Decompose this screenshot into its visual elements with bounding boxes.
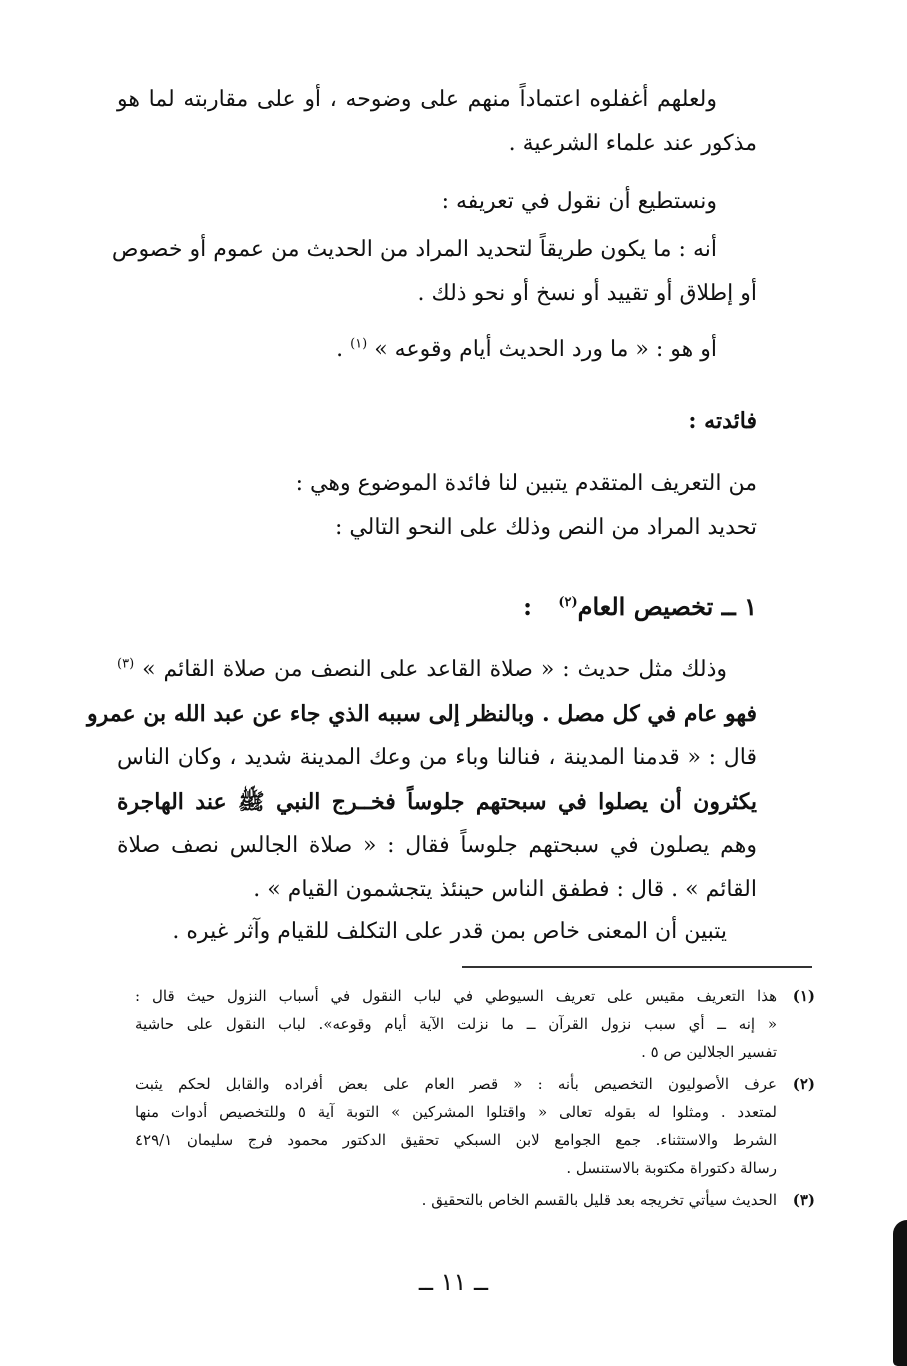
benefit-line-2: تحديد المراد من النص وذلك على النحو التالي : <box>334 515 757 540</box>
benefit-line-1: من التعريف المتقدم يتبين لنا فائدة الموضوع وهي : <box>295 471 757 496</box>
section-1-line-1 <box>117 648 757 692</box>
intro-line-1: ولعلهم أغفلوه اعتماداً منهم على وضوحه ، أو على مقاربته لما هو <box>117 87 717 112</box>
benefit-heading <box>117 408 757 434</box>
footnote-2-line-3: الشرط والاستثناء. جمع الجوامع لابن السبكي تحقيق الدكتور محمود فرج سليمان ٤٢٩/١ <box>135 1131 777 1149</box>
intro-line-2: مذكور عند علماء الشرعية . <box>508 131 757 156</box>
section-1-line-5: وهم يصلون في سبحتهم جلوساً فقال : « صلاة الجالس نصف صلاة <box>117 833 757 858</box>
intro-paragraph <box>117 78 757 166</box>
footnote-1-number: (١) <box>792 987 815 1005</box>
section-1-conclusion <box>117 910 757 954</box>
footnote-3-line-1: الحديث سيأتي تخريجه بعد قليل بالقسم الخاص بالتحقيق . <box>421 1191 777 1209</box>
page-number: ــ ١١ ــ <box>418 1268 489 1296</box>
section-1-heading-text: ١ ــ تخصيص العام <box>577 592 757 621</box>
footnote-3-number: (٣) <box>792 1191 815 1209</box>
footnote-1-line-3: تفسير الجلالين ص ٥ . <box>641 1043 777 1061</box>
definition-line-2: أو إطلاق أو تقييد أو نسخ أو نحو ذلك . <box>417 281 757 306</box>
footnotes <box>135 982 815 1218</box>
alternative-definition-line <box>117 328 757 372</box>
section-1-line-6: القائم » . قال : فطفق الناس حينئذ يتجشمون القيام » . <box>253 877 757 902</box>
footnote-2-number: (٢) <box>792 1075 815 1093</box>
alternative-definition-end: . <box>336 337 344 362</box>
footnote-divider <box>462 966 812 968</box>
section-1-conclusion-line: يتبين أن المعنى خاص بمن قدر على التكلف للقيام وآثر غيره . <box>172 919 727 944</box>
section-1-paragraph <box>87 648 757 912</box>
section-1-line-4: يكثرون أن يصلوا في سبحتهم جلوساً فخــرج النبي ﷺ عند الهاجرة <box>117 789 757 815</box>
scan-edge-shadow <box>893 1220 907 1366</box>
alternative-definition <box>117 328 757 372</box>
footnote-2-line-1: عرف الأصوليون التخصيص بأنه : « قصر العام على بعض أفراده والقابل لحكم يثبت <box>135 1075 777 1093</box>
footnote-2-line-4: رسالة دكتوراة مكتوبة بالاستنسل . <box>566 1159 777 1177</box>
benefit-paragraph <box>117 462 757 550</box>
section-1-line-3: قال : « قدمنا المدينة ، فنالنا وباء من وعك المدينة شديد ، وكان الناس <box>117 745 757 770</box>
footnote-ref-3[interactable]: (٣) <box>117 656 135 672</box>
footnote-1-line-1: هذا التعريف مقيس على تعريف السيوطي في لباب النقول في أسباب النزول حيث قال : <box>135 987 777 1005</box>
definition-line-1: أنه : ما يكون طريقاً لتحديد المراد من الحديث من عموم أو خصوص <box>111 237 717 262</box>
footnote-2 <box>135 1070 815 1182</box>
benefit-heading-text: فائدته : <box>688 408 757 434</box>
section-1-heading-colon: : <box>523 592 532 621</box>
footnote-3 <box>135 1186 815 1214</box>
alternative-definition-text: أو هو : « ما ورد الحديث أيام وقوعه » <box>374 337 717 362</box>
footnote-ref-1[interactable]: (١) <box>350 336 368 352</box>
definition-lead-line: ونستطيع أن نقول في تعريفه : <box>441 189 717 214</box>
footnote-ref-2[interactable]: (٢) <box>558 595 578 610</box>
definition-lead <box>117 180 757 224</box>
section-1-line-2: فهو عام في كل مصل . وبالنظر إلى سببه الذي جاء عن عبد الله بن عمرو <box>87 701 757 727</box>
definition-paragraph <box>111 228 757 316</box>
footnote-1-line-2: « إنه ــ أي سبب نزول القرآن ــ ما نزلت الآية أيام وقوعه». لباب النقول على حاشية <box>135 1015 777 1033</box>
section-1-heading <box>117 592 757 621</box>
section-1-line-1-text: وذلك مثل حديث : « صلاة القاعد على النصف من صلاة القائم » <box>142 657 727 682</box>
footnote-1 <box>135 982 815 1066</box>
footnote-2-line-2: لمتعدد . ومثلوا له بقوله تعالى « واقتلوا المشركين » التوبة آية ٥ وللتخصيص أدوات منها <box>135 1103 777 1121</box>
